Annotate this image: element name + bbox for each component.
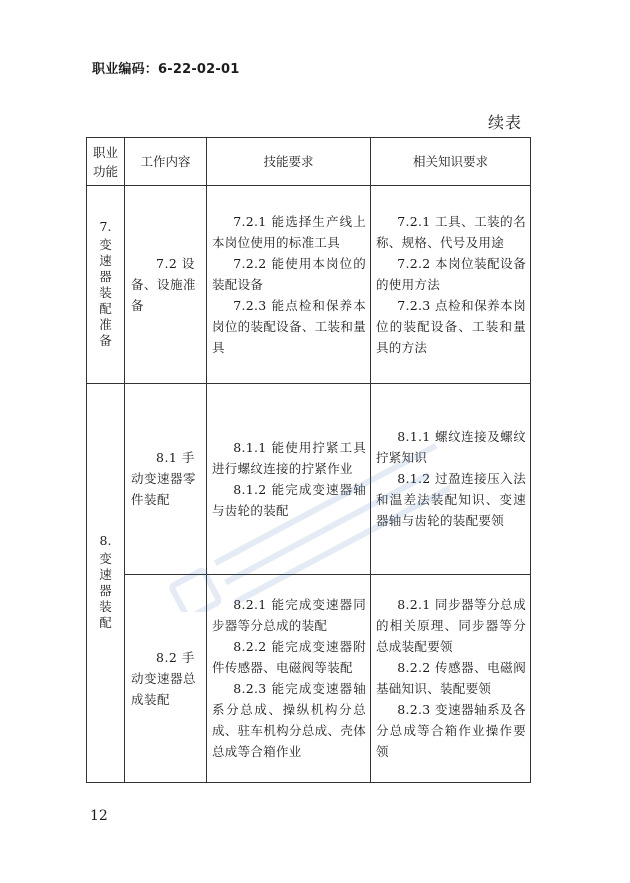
header-function: 职业功能 [87, 138, 125, 186]
knowledge-item: 8.2.2 传感器、电磁阀基础知识、装配要领 [376, 660, 526, 697]
occupation-code: 职业编码：6-22-02-01 [92, 62, 240, 77]
requirements-table-wrapper [86, 137, 530, 783]
function-name: 变速器装配 [99, 551, 112, 631]
header-row [87, 138, 531, 186]
function-cell [87, 384, 125, 783]
work-content-text: 8.2 手动变速器总成装配 [131, 649, 197, 707]
skills-cell [207, 574, 371, 782]
requirements-table [86, 137, 531, 783]
skill-item: 7.2.3 能点检和保养本岗位的装配设备、工装和量具 [212, 298, 366, 356]
knowledge-item: 8.2.3 变速器轴系及各分总成等合箱作业操作要领 [376, 702, 526, 760]
knowledge-item: 7.2.3 点检和保养本岗位的装配设备、工装和量具的方法 [376, 298, 526, 356]
header-work-content: 工作内容 [125, 138, 207, 186]
header-knowledge-requirements: 相关知识要求 [371, 138, 531, 186]
knowledge-cell [371, 186, 531, 384]
function-number: 7. [99, 218, 112, 234]
skill-item: 8.1.1 能使用拧紧工具进行螺纹连接的拧紧作业 [212, 439, 366, 476]
work-content-cell [125, 186, 207, 384]
work-content-text: 7.2 设备、设施准备 [131, 256, 197, 314]
function-name: 变速器装配准备 [99, 236, 112, 348]
knowledge-item: 8.1.1 螺纹连接及螺纹拧紧知识 [376, 429, 526, 466]
knowledge-item: 8.2.1 同步器等分总成的相关原理、同步器等分总成装配要领 [376, 597, 526, 655]
knowledge-item: 8.1.2 过盈连接压入法和温差法装配知识、变速器轴与齿轮的装配要领 [376, 471, 526, 529]
skill-item: 8.2.1 能完成变速器同步器等分总成的装配 [212, 597, 366, 634]
table-row [87, 384, 531, 574]
function-cell [87, 186, 125, 384]
knowledge-cell [371, 384, 531, 574]
work-content-text: 8.1 手动变速器零件装配 [131, 450, 197, 508]
skill-item: 8.2.2 能完成变速器附件传感器、电磁阀等装配 [212, 639, 366, 676]
knowledge-cell [371, 574, 531, 782]
work-content-cell [125, 384, 207, 574]
header-skill-requirements: 技能要求 [207, 138, 371, 186]
skill-item: 8.1.2 能完成变速器轴与齿轮的装配 [212, 481, 366, 518]
skill-item: 8.2.3 能完成变速器轴系分总成、操纵机构分总成、驻车机构分总成、壳体总成等合箱作业 [212, 681, 366, 760]
work-content-cell [125, 574, 207, 782]
knowledge-item: 7.2.1 工具、工装的名称、规格、代号及用途 [376, 214, 526, 251]
function-number: 8. [99, 533, 112, 549]
skills-cell [207, 384, 371, 574]
table-row [87, 186, 531, 384]
skill-item: 7.2.2 能使用本岗位的装配设备 [212, 256, 366, 293]
knowledge-item: 7.2.2 本岗位装配设备的使用方法 [376, 256, 526, 293]
skills-cell [207, 186, 371, 384]
table-row [87, 574, 531, 782]
skill-item: 7.2.1 能选择生产线上本岗位使用的标准工具 [212, 214, 366, 251]
page-number: 12 [90, 808, 108, 824]
continued-label: 续表 [488, 113, 523, 132]
